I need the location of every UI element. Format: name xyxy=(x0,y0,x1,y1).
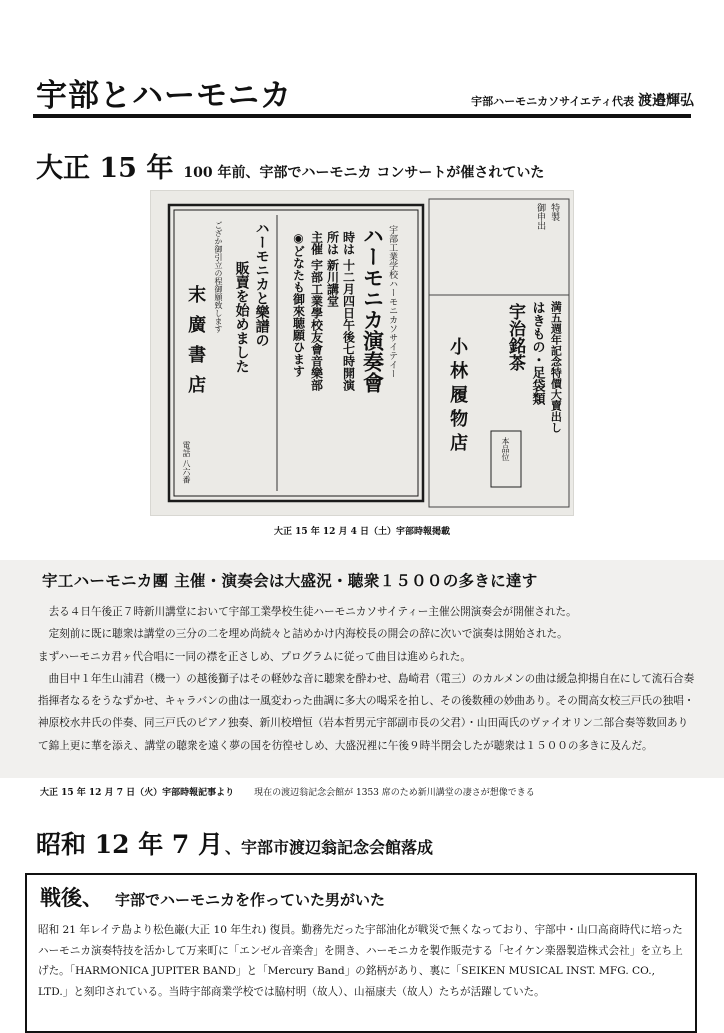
clip-concert-place: 所は 新川講堂 xyxy=(325,231,340,308)
author-line xyxy=(471,90,694,110)
clip-shop-phone: 電話 八六番 xyxy=(181,441,191,484)
clip-concert-invite: ◉どなたも御來聴願ひます xyxy=(291,231,306,377)
postwar-heading xyxy=(40,882,385,912)
title-rule xyxy=(33,114,691,118)
article-paragraph: 曲目中１年生山浦君（機一）の越後獅子はその軽妙な音に聴衆を酔わせ、島崎君（電三）のカルメンの曲は緩急抑揚自在にして流石合奏指揮者なるをうなずかせ、キャラバンの曲は一風変わった曲調に多大の喝采を拍し、その後数種の妙曲あり。その間高女校三戸氏の独唱・神原校水井氏の伴奏、同三戸氏のピアノ独奏、新川校増恒（岩本哲男元宇部副市長の父君）・山田両氏のヴァイオリン二部合奏等数回ありて錦上更に華を添え、講堂の聴衆を遠く夢の国を彷徨せしめ、大盛況裡に午後９時半閉会したが聴衆は１５００の多きに及んだ。 xyxy=(38,672,695,752)
clip-shop-name: 末廣書店 xyxy=(185,285,207,405)
article-paragraph: 去る４日午後正７時新川講堂において宇部工業學校生徒ハーモニカソサイティー主催公開演奏会が開催された。 xyxy=(48,606,577,618)
clip-shop-headline-1: ハーモニカと樂譜の xyxy=(253,221,270,347)
clip-concert-title: ハーモニカ演奏會 xyxy=(360,225,386,393)
article-body xyxy=(38,601,698,757)
section-taisho-subtitle: 100 年前、宇部でハーモニカ コンサートが催されていた xyxy=(183,165,545,181)
clip-shop-headline-2: 販賣を始めました xyxy=(233,261,250,373)
clip-concert-time: 時は 十二月四日午後七時開演 xyxy=(341,231,356,392)
postwar-body: 昭和 21 年レイテ島より松色巌(大正 10 年生れ) 復員。勤務先だった宇部油化が戦災で無くなっており、宇部中・山口高商時代に培ったハーモニカ演奏特技を活かして万来町に「エンゼル音楽舎」を開き、ハーモニカを製作販売する「セイケン楽器製造株式会社」を立ち上げた。「HARMONICA JUPITER BAND」と「Mercury Band」の銘柄があり、裏に「SEIKEN MUSICAL INST. MFG. CO., LTD.」と刻印されている。当時宇部商業学校では脇村明（故人）、山福康夫（故人）たちが活躍していた。 xyxy=(38,924,683,998)
clip-right-shop: 小林履物店 xyxy=(447,337,469,457)
newspaper-clipping-image xyxy=(150,190,574,516)
clip-right-tea: 宇治銘茶 xyxy=(505,303,526,371)
clip-right-top-1: 特製 xyxy=(549,203,560,221)
clip-right-goods: はきもの・足袋類 xyxy=(529,301,545,405)
article-headline: 宇工ハーモニカ團 主催・演奏会は大盛況・聴衆１５００の多きに達す xyxy=(42,571,538,590)
clip-right-sale: 満五週年記念特價大賣出し xyxy=(549,301,563,433)
section-taisho-title: 大正 15 年 xyxy=(36,153,174,184)
postwar-title: 戦後、 xyxy=(40,885,103,910)
article-caption xyxy=(40,785,535,798)
clip-shop-note: ござか御引立の程御願致します xyxy=(213,221,223,333)
article-caption-source: 大正 15 年 12 月 7 日（火）宇部時報記事より xyxy=(40,788,235,798)
clipping-caption: 大正 15 年 12 月 4 日（土）宇部時報掲載 xyxy=(273,527,451,537)
author-role: 宇部ハーモニカソサイエティ代表 xyxy=(471,95,634,108)
page-title: 宇部とハーモニカ xyxy=(36,78,292,114)
clip-right-top-2: 御申出 xyxy=(535,203,546,230)
section-showa-title: 昭和 12 年 7 月 xyxy=(36,830,223,859)
author-name: 渡邉輝弘 xyxy=(638,93,694,109)
clip-right-badge: 本品位 xyxy=(500,437,510,461)
article-paragraph: まずハーモニカ君ヶ代合唱に一同の襟を正さしめ、プログラムに従って曲目は進められた。 xyxy=(38,650,471,663)
section-showa-subtitle: 、宇部市渡辺翁記念会館落成 xyxy=(225,838,434,857)
article-paragraph: 定刻前に既に聴衆は講堂の三分の二を埋め尚続々と詰めかけ内海校長の開会の辞に次いで演奏は開始された。 xyxy=(48,628,568,641)
section-taisho-heading xyxy=(36,146,544,185)
clip-concert-organizer: 主催 宇部工業學校友會音樂部 xyxy=(309,231,324,392)
article-caption-note: 現在の渡辺翁記念会館が 1353 席のため新川講堂の凄さが想像できる xyxy=(254,788,535,798)
clip-presenter: 宇部工業学校ハーモニカソサイテイー xyxy=(387,225,398,378)
postwar-subtitle: 宇部でハーモニカを作っていた男がいた xyxy=(115,891,386,909)
section-showa-heading xyxy=(36,825,433,861)
